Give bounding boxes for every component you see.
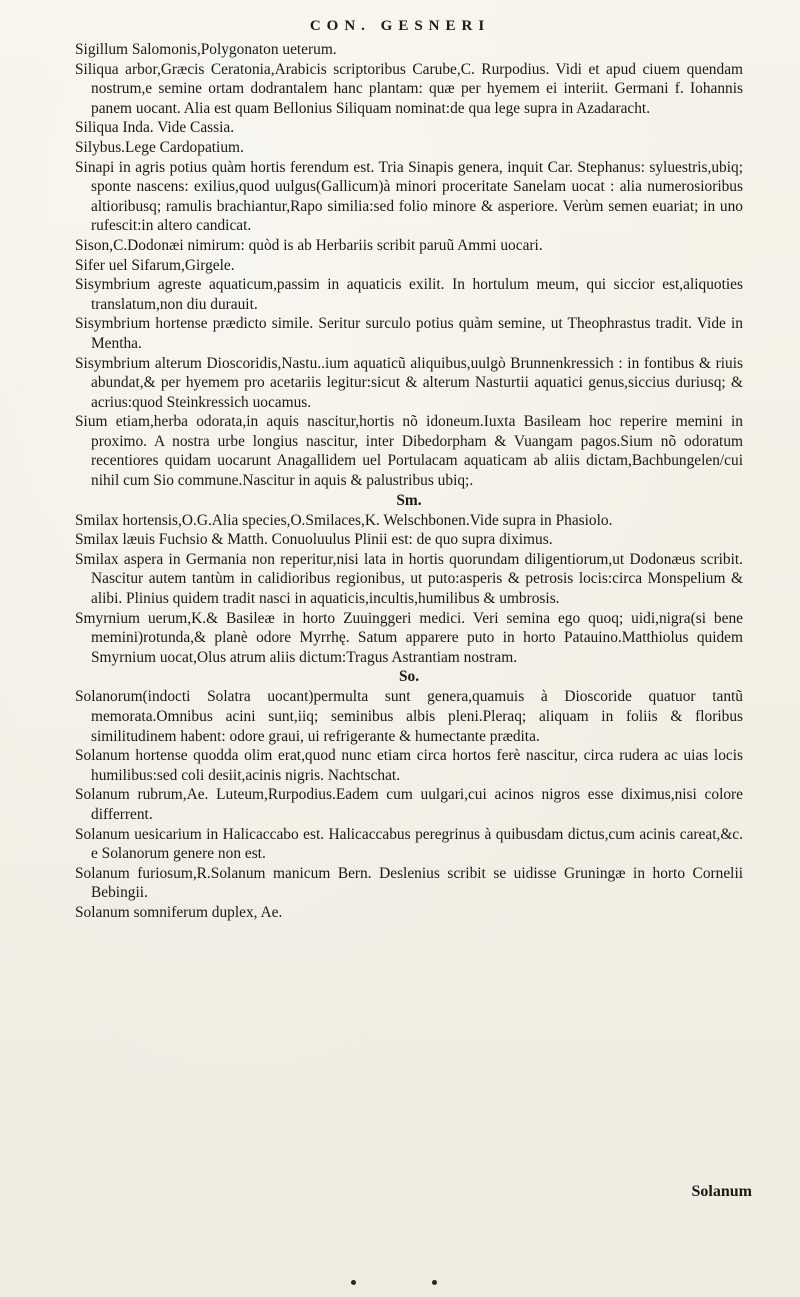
entry-smilax-hortensis: Smilax hortensis,O.G.Alia species,O.Smilaces,K. Welschbonen.Vide supra in Phasiolo. (75, 511, 613, 529)
entry-solanum-furiosum: Solanum furiosum,R.Solanum manicum Bern. Deslenius scribit se uidisse Gruningæ in horto Cornelii Bebingii. (75, 864, 743, 902)
entry-sium: Sium etiam,herba odorata,in aquis nascitur,hortis nõ idoneum.Iuxta Basileam hoc reperire memini in proximo. A nostra urbe longius nascitur, inter Dibedorpham & Vuangam pagos.Sium nõ odoratum recentiores quidam uocarunt Anagallidem uel Portulacam aquaticam ab aliis dictam,Bachbungelen/cui nihil cum Sio commune.Nascitur in aquis & palustribus ubiq;. (75, 413, 743, 490)
entry-silybus: Silybus.Lege Cardopatium. (75, 138, 244, 156)
entry-solanum-rubrum: Solanum rubrum,Ae. Luteum,Rurpodius.Eadem cum uulgari,cui acinos nigros esse diximus,nisi colore differrent. (75, 786, 743, 823)
entry-solanum-vesicarium: Solanum uesicarium in Halicaccabo est. Halicaccabus peregrinus à quibusdam dictus,cum acinis careat,&c. e Solanorum genere non est. (75, 825, 743, 863)
section-heading-sm: Sm. (396, 491, 422, 509)
text-block (75, 40, 743, 923)
entry-smyrnium: Smyrnium uerum,K.& Basileæ in horto Zuuinggeri medici. Veri semina ego quoq; uidi,nigra(si bene memini)rotunda,& planè odore Myrrhę. Satum apparere puto in horto Patauino.Matthiolus quidem Smyrnium uocat,Olus atrum aliis dictum:Tragus Astrantiam nostram. (75, 609, 743, 666)
entry-sinapi: Sinapi in agris potius quàm hortis ferendum est. Tria Sinapis genera, inquit Car. Stephanus: syluestris,ubiq; sponte nascens: exilius,quod uulgus(Gallicum)à minori proceritate Sanelam uocat : alia numerosioribus altioribusq; ramulis brachiantur,Rapo similia:sed folio minore & asperiore. Verùm semen euariat; in uno rufescit:in altero candicat. (75, 158, 743, 235)
ink-spot-left (351, 1280, 356, 1285)
entry-smilax-aspera: Smilax aspera in Germania non reperitur,nisi lata in hortis quorundam diligentiorum,ut Dodonæus scribit. Nascitur autem tantùm in calidioribus regionibus, ut puto:asperis & petrosis locis:circa Monspelium & alibi. Plinius quidem tradit nasci in aquaticis,incultis,humilibus & umbrosis. (75, 550, 743, 608)
entry-sisymbrium-alterum: Sisymbrium alterum Dioscoridis,Nastu..ium aquaticũ aliquibus,uulgò Brunnenkressich : in fontibus & riuis abundat,& per hyemem pro acetariis legitur:sicut & alterum Nasturtii aquatici genus,siccius duriusq; & acrius:quod Steinkressich uocamus. (75, 354, 743, 411)
catchword: Solanum (691, 1183, 752, 1200)
entry-sisymbrium-agreste: Sisymbrium agreste aquaticum,passim in aquaticis exilit. In hortulum meum, qui siccior est,aliquoties translatum,non diu durauit. (75, 276, 743, 313)
entry-siliqua-inda: Siliqua Inda. Vide Cassia. (75, 119, 235, 137)
entry-siliqua-arbor: Siliqua arbor,Græcis Ceratonia,Arabicis scriptoribus Carube,C. Rurpodius. Vidi et apud ciuem quendam nostrum,e semine ortam dodrantalem hanc plantam: quæ per hyemem ei interiit. Germani f. Iohannis panem uocant. Alia est quam Bellonius Siliquam nominat:de qua lege supra in Azadaracht. (75, 60, 743, 117)
entry-solanum-hortense: Solanum hortense quodda olim erat,quod nunc etiam circa hortos ferè nascitur, circa rudera ac uias locis humilibus:sed coli desiit,acinis nigris. Nachtschat. (75, 747, 743, 784)
ink-spot-right (432, 1280, 437, 1285)
entry-sisymbrium-hortense: Sisymbrium hortense prædicto simile. Seritur surculo potius quàm semine, ut Theophrastus tradit. Vide in Mentha. (75, 315, 743, 352)
entry-solanum-somniferum: Solanum somniferum duplex, Ae. (75, 903, 283, 921)
entry-sigillum: Sigillum Salomonis,Polygonaton ueterum. (75, 41, 337, 58)
entry-solanorum: Solanorum(indocti Solatra uocant)permulta sunt genera,quamuis à Dioscoride quatuor tantũ memorata.Omnibus acini sunt,iiq; seminibus albis pleni.Pleraq; aliquam in foliis & floribus similitudinem habent: odore graui, ui refrigerante & humectante prædita. (75, 688, 743, 745)
entry-sison: Sison,C.Dodonæi nimirum: quòd is ab Herbariis scribit paruũ Ammi uocari. (75, 236, 543, 254)
section-heading-so: So. (398, 668, 420, 686)
entry-sifer: Sifer uel Sifarum,Girgele. (75, 256, 235, 274)
running-head: CON. GESNERI (309, 18, 491, 34)
entry-smilax-laevis: Smilax læuis Fuchsio & Matth. Conuoluulus Plinii est: de quo supra diximus. (75, 531, 553, 549)
